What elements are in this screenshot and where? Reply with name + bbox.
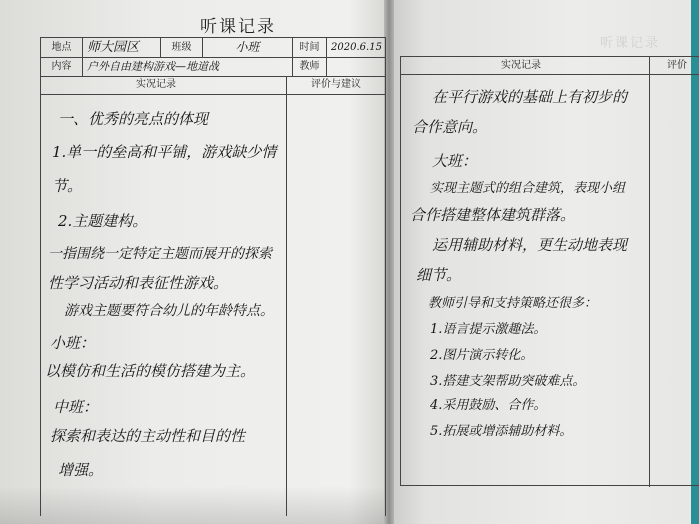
bleed-through-title: 听课记录: [600, 36, 661, 51]
column-divider: [286, 76, 287, 516]
right-note-line: 大班：: [432, 152, 478, 170]
right-record-header: 实况记录: [501, 60, 541, 71]
content-value: 户外自由建构游戏—地道战: [83, 57, 293, 76]
class-value: 小班: [203, 38, 293, 57]
right-note-line: 细节。: [416, 266, 462, 284]
content-label: 内容: [41, 57, 83, 76]
time-value: 2020.6.15: [331, 42, 382, 53]
right-table-header: [401, 57, 699, 75]
right-column-divider: [649, 57, 650, 487]
right-note-line: 合作搭建整体建筑群落。: [410, 206, 576, 224]
right-note-line: 在平行游戏的基础上有初步的: [432, 88, 628, 106]
note-line: 1.单一的垒高和平铺，游戏缺少情: [52, 143, 277, 161]
note-line: 一指围绕一定特定主题而展开的探索: [48, 246, 272, 262]
note-line: 节。: [52, 177, 83, 195]
right-note-line: 教师引导和支持策略还很多：: [428, 296, 598, 311]
time-label: 时间: [293, 38, 327, 57]
right-note-line: 3.搭建支架帮助突破难点。: [430, 374, 586, 389]
teacher-label: 教师: [293, 57, 327, 76]
right-note-line: 2.图片演示转化。: [430, 348, 534, 363]
header-row-1: [41, 38, 385, 58]
right-note-line: 4.采用鼓励、合作。: [430, 398, 547, 413]
evaluation-header: 评价与建议: [311, 79, 361, 90]
note-line: 中班：: [53, 398, 99, 416]
note-line: 小班：: [50, 334, 96, 352]
record-table-header: [41, 76, 385, 95]
right-evaluation-header: 评价: [667, 60, 687, 71]
page-title: 听课记录: [200, 17, 276, 37]
note-line: 增强。: [58, 461, 104, 479]
note-line: 游戏主题要符合幼儿的年龄特点。: [64, 303, 274, 319]
header-row-2: [41, 57, 385, 76]
right-note-line: 运用辅助材料，更生动地表现: [432, 236, 628, 254]
note-line: 2.主题建构。: [58, 212, 148, 230]
note-line: 一、优秀的亮点的体现: [58, 110, 209, 128]
place-label: 地点: [41, 38, 83, 57]
right-note-line: 实现主题式的组合建筑，表现小组: [430, 181, 626, 196]
header-table: [40, 37, 386, 77]
record-header: 实况记录: [136, 79, 176, 90]
right-note-line: 5.拓展或增添辅助材料。: [430, 424, 573, 439]
note-line: 探索和表达的主动性和目的性: [50, 427, 246, 445]
teacher-value: [327, 57, 386, 76]
class-label: 班级: [161, 38, 203, 57]
right-note-line: 1.语言提示激趣法。: [430, 322, 547, 337]
right-note-line: 合作意向。: [412, 118, 488, 136]
note-line: 以模仿和生活的模仿搭建为主。: [45, 362, 256, 380]
place-value: 师大园区: [83, 38, 161, 57]
note-line: 性学习活动和表征性游戏。: [48, 274, 229, 292]
